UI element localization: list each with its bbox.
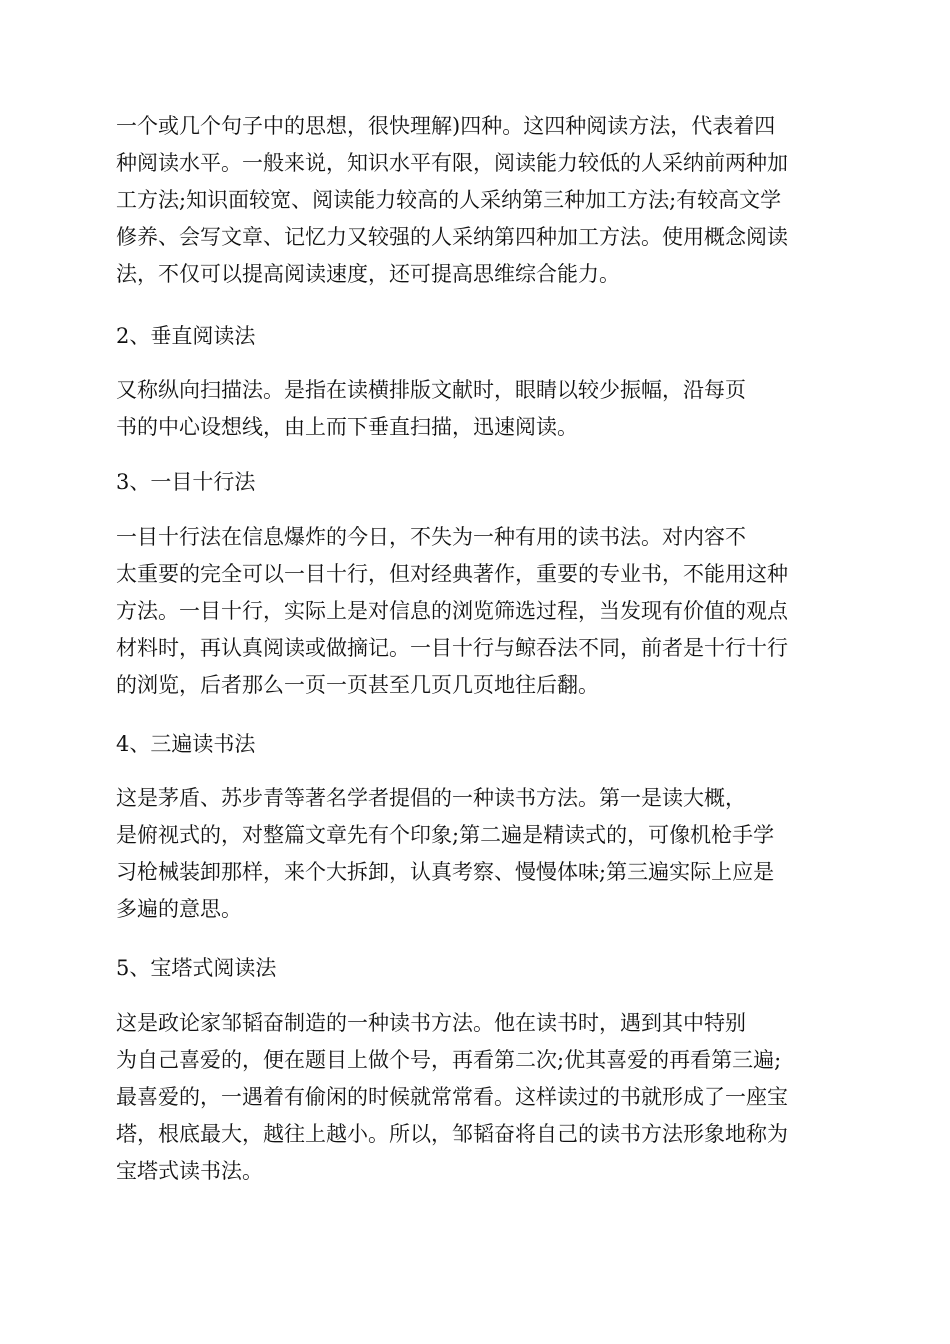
- paragraph-vertical-reading: 又称纵向扫描法。是指在读横排版文献时，眼睛以较少振幅，沿每页 书的中心设想线，由上而下垂直扫描，迅速阅读。: [116, 378, 746, 439]
- paragraph-concept-reading: 一个或几个句子中的思想，很快理解)四种。这四种阅读方法，代表着四 种阅读水平。一般来说，知识水平有限，阅读能力较低的人采纳前两种加 工方法;知识面较宽、阅读能力较高的人采纳第三种加工方法;有较高文学 修养、会写文章、记忆力又较强的人采纳第四种加工方法。使用概念阅读 法，不仅可以提高阅读速度，还可提高思维综合能力。: [116, 114, 788, 286]
- heading-three-pass: 4、三遍读书法: [116, 732, 256, 756]
- heading-ten-lines: 3、一目十行法: [116, 470, 256, 494]
- paragraph-pagoda-reading: 这是政论家邹韬奋制造的一种读书方法。他在读书时，遇到其中特别 为自己喜爱的，便在题目上做个号，再看第二次;优其喜爱的再看第三遍; 最喜爱的，一遇着有偷闲的时候就常常看。这样读过的书就形成了一座宝 塔，根底最大，越往上越小。所以，邹韬奋将自己的读书方法形象地称为 宝塔式读书法。: [116, 1011, 788, 1183]
- paragraph-ten-lines: 一目十行法在信息爆炸的今日，不失为一种有用的读书法。对内容不 太重要的完全可以一目十行，但对经典著作，重要的专业书，不能用这种 方法。一目十行，实际上是对信息的浏览筛选过程，当发现有价值的观点 材料时，再认真阅读或做摘记。一目十行与鲸吞法不同，前者是十行十行 的浏览，后者那么一页一页甚至几页几页地往后翻。: [116, 525, 788, 697]
- heading-vertical-reading: 2、垂直阅读法: [116, 324, 256, 348]
- paragraph-three-pass: 这是茅盾、苏步青等著名学者提倡的一种读书方法。第一是读大概， 是俯视式的，对整篇文章先有个印象;第二遍是精读式的，可像机枪手学 习枪械装卸那样，来个大拆卸，认真考察、慢慢体味;第三遍实际上应是 多遍的意思。: [116, 786, 775, 921]
- heading-pagoda-reading: 5、宝塔式阅读法: [116, 956, 277, 980]
